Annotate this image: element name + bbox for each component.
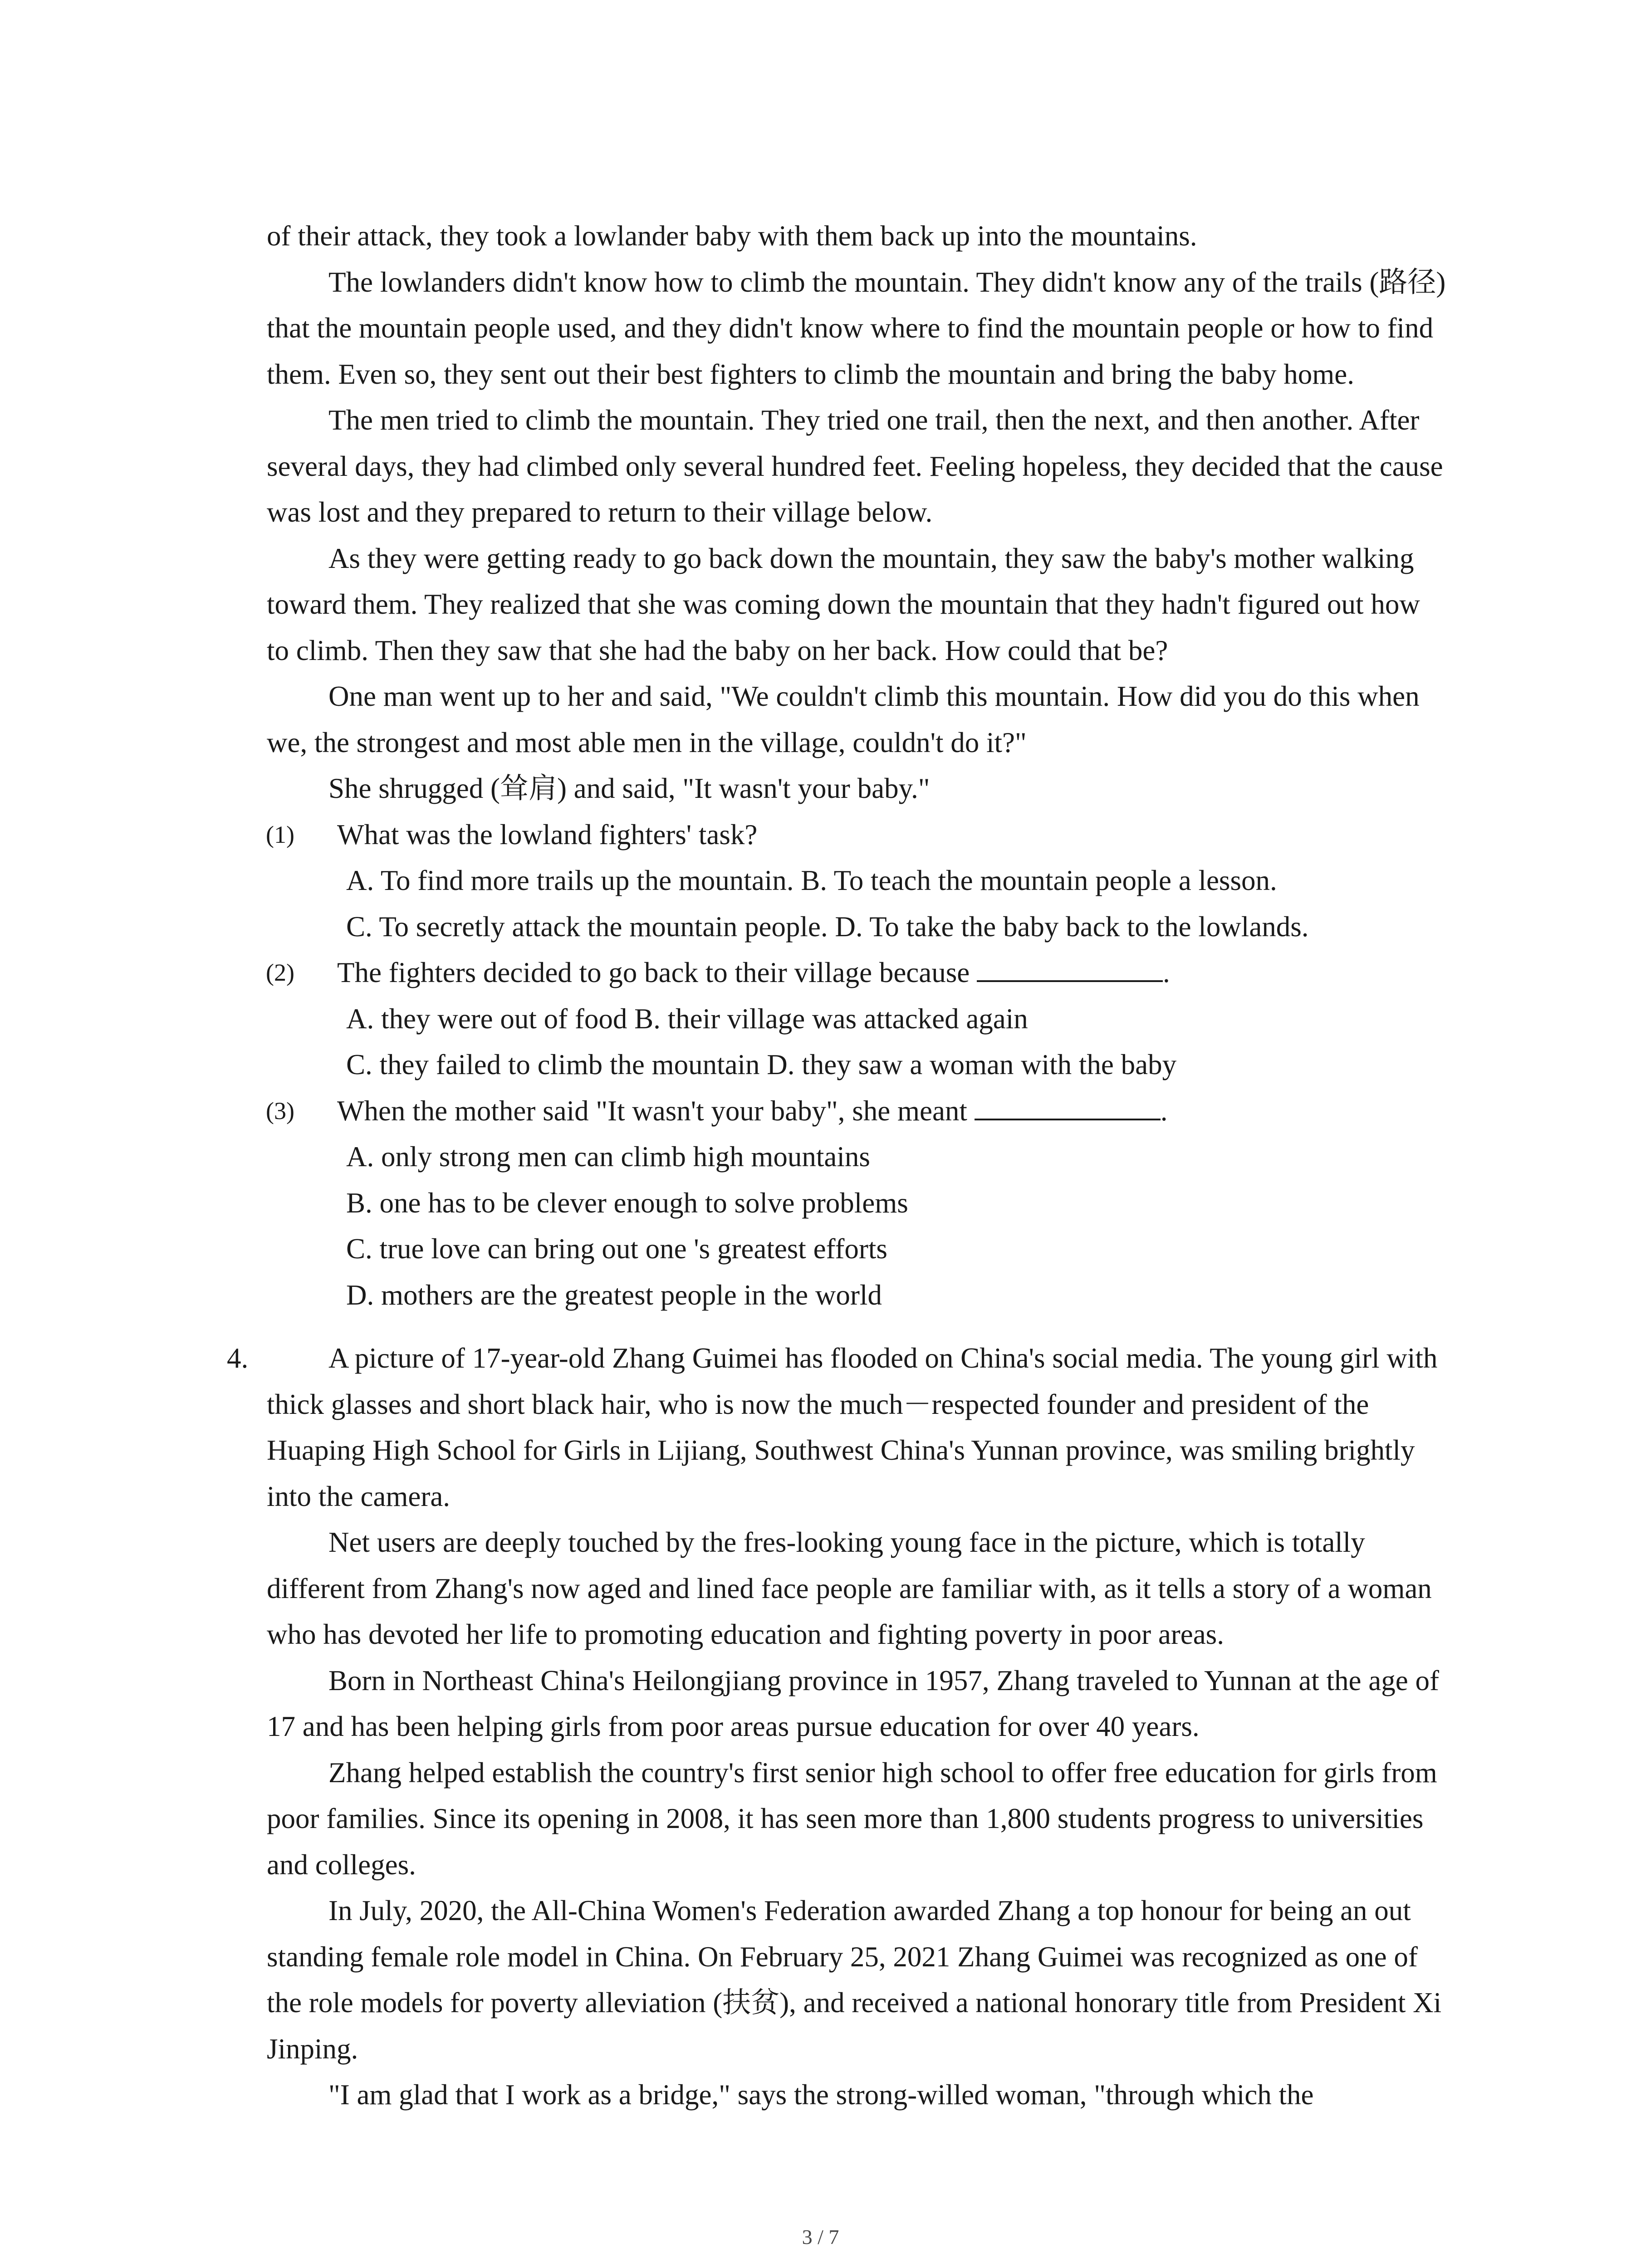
passage4-first-paragraph [227, 1335, 1446, 1520]
page-content [227, 213, 1446, 2118]
passage4-paragraph-4: Zhang helped establish the country's first senior high school to offer free education for girls from poor families. Since its opening in 2008, it has seen more than 1,800 students progress to universities and colleges. [267, 1756, 1437, 1881]
question-line: When the mother said "It wasn't your baby", she meant . [337, 1088, 1446, 1134]
passage4-paragraph-3: Born in Northeast China's Heilongjiang province in 1957, Zhang traveled to Yunnan at the age of 17 and has been helping girls from poor areas pursue education for over 40 years. [267, 1664, 1439, 1742]
option-line: A. only strong men can climb high mountains [346, 1141, 870, 1173]
option-line: D. mothers are the greatest people in the world [346, 1279, 882, 1311]
passage4-paragraph-5: In July, 2020, the All-China Women's Federation awarded Zhang a top honour for being an out standing female role model in China. On February 25, 2021 Zhang Guimei was recognized as one of the role models for poverty alleviation (扶贫), and received a national honorary title from President Xi Jinping. [267, 1895, 1442, 2065]
option-line: C. To secretly attack the mountain people. D. To take the baby back to the lowlands. [346, 910, 1309, 943]
passage3-paragraph-3: The men tried to climb the mountain. They tried one trail, then the next, and then another. After several days, they had climbed only several hundred feet. Feeling hopeless, they decided that the cause was lost and they prepared to return to their village below. [267, 404, 1443, 528]
option-line: C. true love can bring out one 's greatest efforts [346, 1233, 887, 1265]
passage3-paragraph-6: She shrugged (耸肩) and said, "It wasn't your baby." [328, 772, 930, 804]
question-2 [267, 950, 1446, 1088]
passage3-paragraph-5: One man went up to her and said, "We couldn't climb this mountain. How did you do this when we, the strongest and most able men in the village, couldn't do it?" [267, 680, 1420, 758]
passage3-paragraph-1: of their attack, they took a lowlander baby with them back up into the mountains. [267, 220, 1197, 252]
passage-number: 4. [227, 1342, 249, 1374]
question-text: The fighters decided to go back to their village because [337, 957, 970, 988]
page-number: 3 / 7 [802, 2225, 839, 2248]
question-text: What was the lowland fighters' task? [337, 818, 758, 850]
question-number: (3) [266, 1097, 294, 1124]
question-line: The fighters decided to go back to their village because . [337, 950, 1446, 996]
passage4-paragraph-6: "I am glad that I work as a bridge," says the strong-willed woman, "through which the [328, 2079, 1314, 2111]
option-line: A. they were out of food B. their village was attacked again [346, 1002, 1028, 1035]
question-number: (1) [266, 821, 294, 848]
question-number: (2) [266, 959, 294, 986]
answer-blank [977, 953, 1163, 982]
passage3-paragraph-2: The lowlanders didn't know how to climb the mountain. They didn't know any of the trails (路径) that the mountain people used, and they didn't know where to find the mountain people or how to find them. Even so, they sent out their best fighters to climb the mountain and bring the baby home. [267, 266, 1446, 390]
option-line: A. To find more trails up the mountain. B. To teach the mountain people a lesson. [346, 865, 1277, 896]
option-line: B. one has to be clever enough to solve problems [346, 1187, 908, 1219]
passage4-paragraph-2: Net users are deeply touched by the fres-looking young face in the picture, which is totally different from Zhang's now aged and lined face people are familiar with, as it tells a story of a woman who has devoted her life to promoting education and fighting poverty in poor areas. [267, 1526, 1432, 1650]
passage3-paragraph-4: As they were getting ready to go back down the mountain, they saw the baby's mother walking toward them. They realized that she was coming down the mountain that they hadn't figured out how to climb. Then they saw that she had the baby on her back. How could that be? [267, 542, 1420, 666]
question-1 [267, 812, 1446, 950]
question-3 [267, 1088, 1446, 1319]
question-text: When the mother said "It wasn't your baby", she meant [337, 1095, 967, 1127]
option-line: C. they failed to climb the mountain D. they saw a woman with the baby [346, 1049, 1177, 1080]
answer-blank [975, 1091, 1161, 1120]
passage4-paragraph-1: A picture of 17-year-old Zhang Guimei has flooded on China's social media. The young girl with thick glasses and short black hair, who is now the much－respected founder and president of the Huaping High School for Girls in Lijiang, Southwest China's Yunnan province, was smiling brightly into the camera. [267, 1342, 1438, 1512]
